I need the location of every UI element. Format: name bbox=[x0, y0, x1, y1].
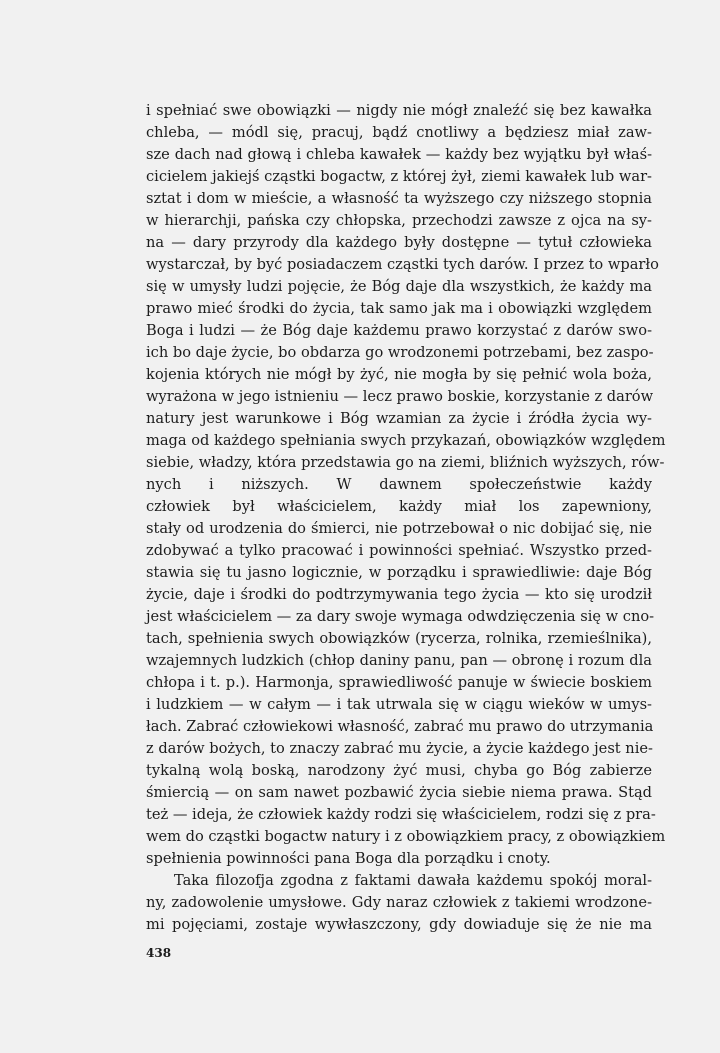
text-line: i ludzkiem — w całym — i tak utrwala się w ciągu wieków w umys- bbox=[146, 696, 652, 713]
text-line: wystarczał, by być posiadaczem cząstki tych darów. I przez to wparło bbox=[146, 256, 659, 273]
text-line: ny, zadowolenie umysłowe. Gdy naraz człowiek z takiemi wrodzone- bbox=[146, 894, 652, 911]
text-line: tach, spełnienia swych obowiązków (rycerza, rolnika, rzemieślnika), bbox=[146, 630, 652, 647]
text-line: ich bo daje życie, bo obdarza go wrodzonemi potrzebami, bez zaspo- bbox=[146, 344, 654, 361]
text-line: życie, daje i środki do podtrzymywania tego życia — kto się urodził bbox=[146, 586, 652, 603]
text-line: z darów bożych, to znaczy zabrać mu życie, a życie każdego jest nie- bbox=[146, 740, 653, 757]
text-line: śmiercią — on sam nawet pozbawić życia siebie niema prawa. Stąd bbox=[146, 784, 652, 801]
text-line: maga od każdego spełniania swych przykazań, obowiązków względem bbox=[146, 432, 666, 449]
text-line: sztat i dom w mieście, a własność ta wyższego czy niższego stopnia bbox=[146, 190, 652, 207]
text-line: wzajemnych ludzkich (chłop daniny panu, pan — obronę i rozum dla bbox=[146, 652, 652, 669]
text-line: tykalną wolą boską, narodzony żyć musi, chyba go Bóg zabierze bbox=[146, 762, 652, 779]
text-line: i spełniać swe obowiązki — nigdy nie mógł znaleźć się bez kawałka bbox=[146, 102, 652, 119]
text-line: Taka filozofja zgodna z faktami dawała każdemu spokój moral- bbox=[174, 872, 652, 889]
text-line: cicielem jakiejś cząstki bogactw, z której żył, ziemi kawałek lub war- bbox=[146, 168, 652, 185]
text-line: siebie, władzy, która przedstawia go na ziemi, bliźnich wyższych, rów- bbox=[146, 454, 665, 471]
text-line: na — dary przyrody dla każdego były dostępne — tytuł człowieka bbox=[146, 234, 652, 251]
text-line: prawo mieć środki do życia, tak samo jak ma i obowiązki względem bbox=[146, 300, 652, 317]
text-line: kojenia których nie mógł by żyć, nie mogła by się pełnić wola boża, bbox=[146, 366, 652, 383]
text-line: wyrażona w jego istnieniu — lecz prawo boskie, korzystanie z darów bbox=[146, 388, 654, 405]
text-line: jest właścicielem — za dary swoje wymaga odwdzięczenia się w cno- bbox=[146, 608, 655, 625]
text-line: łach. Zabrać człowiekowi własność, zabrać mu prawo do utrzymania bbox=[146, 718, 654, 735]
text-line: chłopa i t. p.). Harmonja, sprawiedliwość panuje w świecie boskiem bbox=[146, 674, 652, 691]
text-line: stawia się tu jasno logicznie, w porządku i sprawiedliwie: daje Bóg bbox=[146, 564, 652, 581]
text-line: sze dach nad głową i chleba kawałek — każdy bez wyjątku był właś- bbox=[146, 146, 652, 163]
text-line: się w umysły ludzi pojęcie, że Bóg daje dla wszystkich, że każdy ma bbox=[146, 278, 652, 295]
text-line: nych i niższych. W dawnem społeczeństwie każdy bbox=[146, 476, 652, 493]
text-line: Boga i ludzi — że Bóg daje każdemu prawo korzystać z darów swo- bbox=[146, 322, 652, 339]
text-line: natury jest warunkowe i Bóg wzamian za życie i źródła życia wy- bbox=[146, 410, 652, 427]
text-line: człowiek był właścicielem, każdy miał los zapewniony, bbox=[146, 498, 652, 515]
text-line: chleba, — módl się, pracuj, bądź cnotliwy a będziesz miał zaw- bbox=[146, 124, 652, 141]
text-line: stały od urodzenia do śmierci, nie potrzebował o nic dobijać się, nie bbox=[146, 520, 652, 537]
body-text bbox=[146, 100, 666, 936]
text-line: wem do cząstki bogactw natury i z obowiązkiem pracy, z obowiązkiem bbox=[146, 828, 666, 845]
text-line: też — ideja, że człowiek każdy rodzi się właścicielem, rodzi się z pra- bbox=[146, 806, 656, 823]
text-line: zdobywać a tylko pracować i powinności spełniać. Wszystko przed- bbox=[146, 542, 652, 559]
text-line: w hierarchji, pańska czy chłopska, przechodzi zawsze z ojca na sy- bbox=[146, 212, 652, 229]
page-number: 438 bbox=[146, 946, 172, 960]
text-line: mi pojęciami, zostaje wywłaszczony, gdy dowiaduje się że nie ma bbox=[146, 916, 652, 933]
text-line: spełnienia powinności pana Boga dla porządku i cnoty. bbox=[146, 850, 551, 867]
